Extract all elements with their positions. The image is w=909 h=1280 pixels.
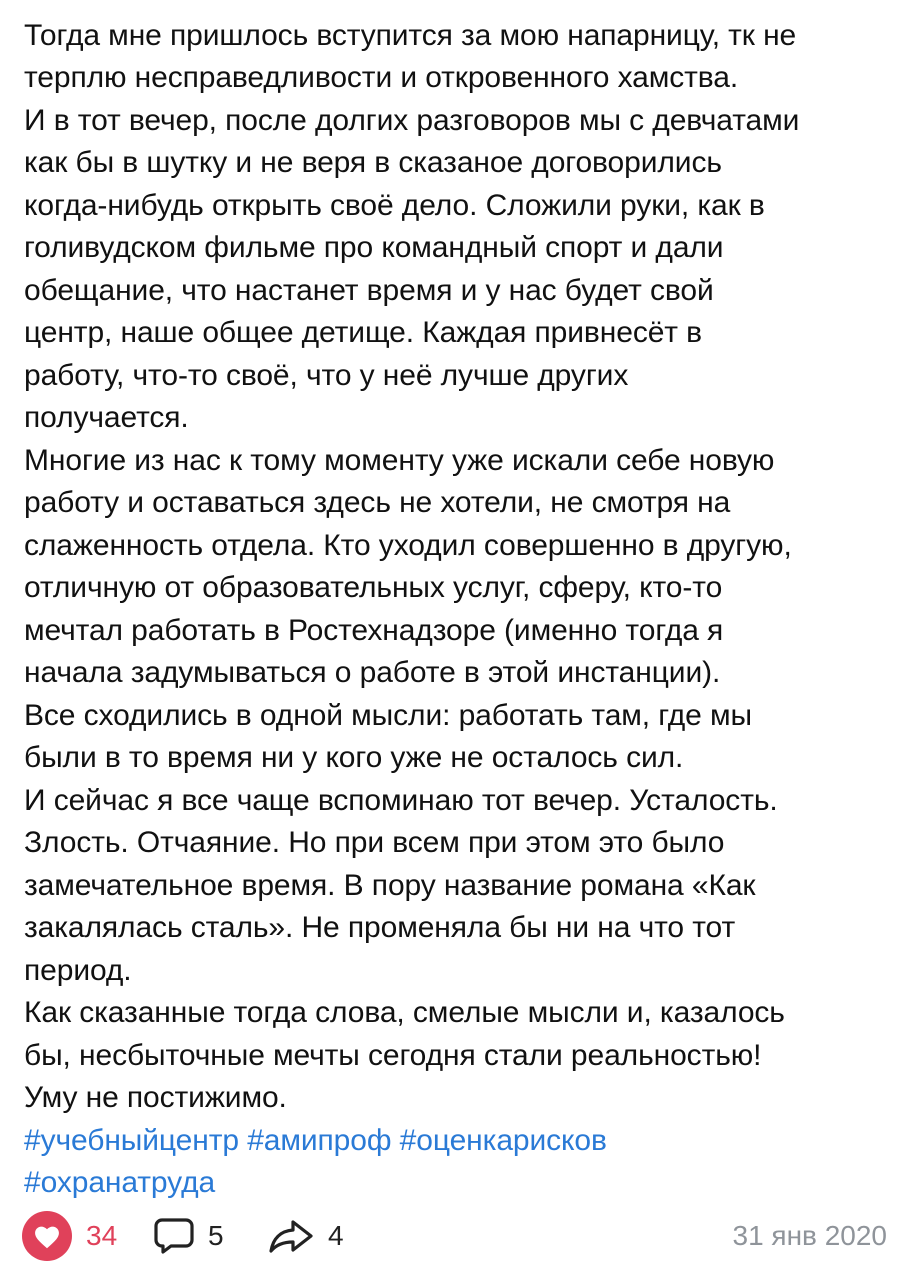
post-line: период. <box>24 953 132 987</box>
post-line: бы, несбыточные мечты сегодня стали реальностью! <box>24 1038 762 1072</box>
post-line: отличную от образовательных услуг, сферу, кто-то <box>24 571 723 604</box>
post-line: закалялась сталь». Не променяла бы ни на что тот <box>24 911 736 944</box>
heart-icon <box>22 1211 72 1261</box>
post-line: начала задумываться о работе в этой инстанции). <box>24 656 721 689</box>
post-line: Как сказанные тогда слова, смелые мысли и, казалось <box>24 996 785 1029</box>
heart-icon-svg <box>33 1224 61 1249</box>
hashtag-line[interactable]: #учебныйцентр #амипроф #оценкарисков <box>24 1123 607 1157</box>
post-line: когда-нибудь открыть своё дело. Сложили руки, как в <box>24 188 765 222</box>
post-line: И в тот вечер, после долгих разговоров мы с девчатами <box>24 103 800 137</box>
post-line: центр, наше общее детище. Каждая привнесёт в <box>24 316 703 349</box>
share-count: 4 <box>328 1220 344 1251</box>
share-icon <box>268 1218 314 1254</box>
post-date: 31 янв 2020 <box>732 1220 887 1251</box>
like-count: 34 <box>86 1220 118 1251</box>
post-line: Тогда мне пришлось вступится за мою напарницу, тк не <box>24 18 797 52</box>
post-text <box>24 0 894 1120</box>
post-line: Многие из нас к тому моменту уже искали себе новую <box>24 443 775 477</box>
post-line: замечательное время. В пору название романа «Как <box>24 868 756 902</box>
post-line: терплю несправедливости и откровенного хамства. <box>24 61 739 94</box>
post-line: работу и оставаться здесь не хотели, не смотря на <box>24 486 731 519</box>
post-line: мечтал работать в Ростехнадзоре (именно тогда я <box>24 613 724 647</box>
post-line: Злость. Отчаяние. Но при всем при этом это было <box>24 826 725 859</box>
post-line: Уму не постижимо. <box>24 1081 287 1114</box>
share-button[interactable] <box>268 1208 344 1264</box>
post-line: работу, что-то своё, что у неё лучше других <box>24 358 629 392</box>
comment-count: 5 <box>208 1220 224 1251</box>
post-line: И сейчас я все чаще вспоминаю тот вечер. Усталость. <box>24 783 778 817</box>
hashtags <box>24 1120 894 1205</box>
post-line: были в то время ни у кого уже не осталось сил. <box>24 741 684 774</box>
post-line: Все сходились в одной мысли: работать там, где мы <box>24 698 752 732</box>
post-line: слаженность отдела. Кто уходил совершенно в другую, <box>24 528 792 562</box>
post-line: голивудском фильме про командный спорт и дали <box>24 231 724 264</box>
comment-button[interactable] <box>154 1208 224 1264</box>
hashtag-line[interactable]: #охранатруда <box>24 1166 216 1199</box>
post-line: получается. <box>24 401 189 434</box>
post <box>24 0 894 1205</box>
post-line: обещание, что настанет время и у нас будет свой <box>24 273 714 307</box>
post-footer <box>22 1208 887 1264</box>
like-button[interactable] <box>22 1208 117 1264</box>
comment-icon <box>154 1217 194 1255</box>
post-line: как бы в шутку и не веря в сказаное договорились <box>24 146 722 179</box>
